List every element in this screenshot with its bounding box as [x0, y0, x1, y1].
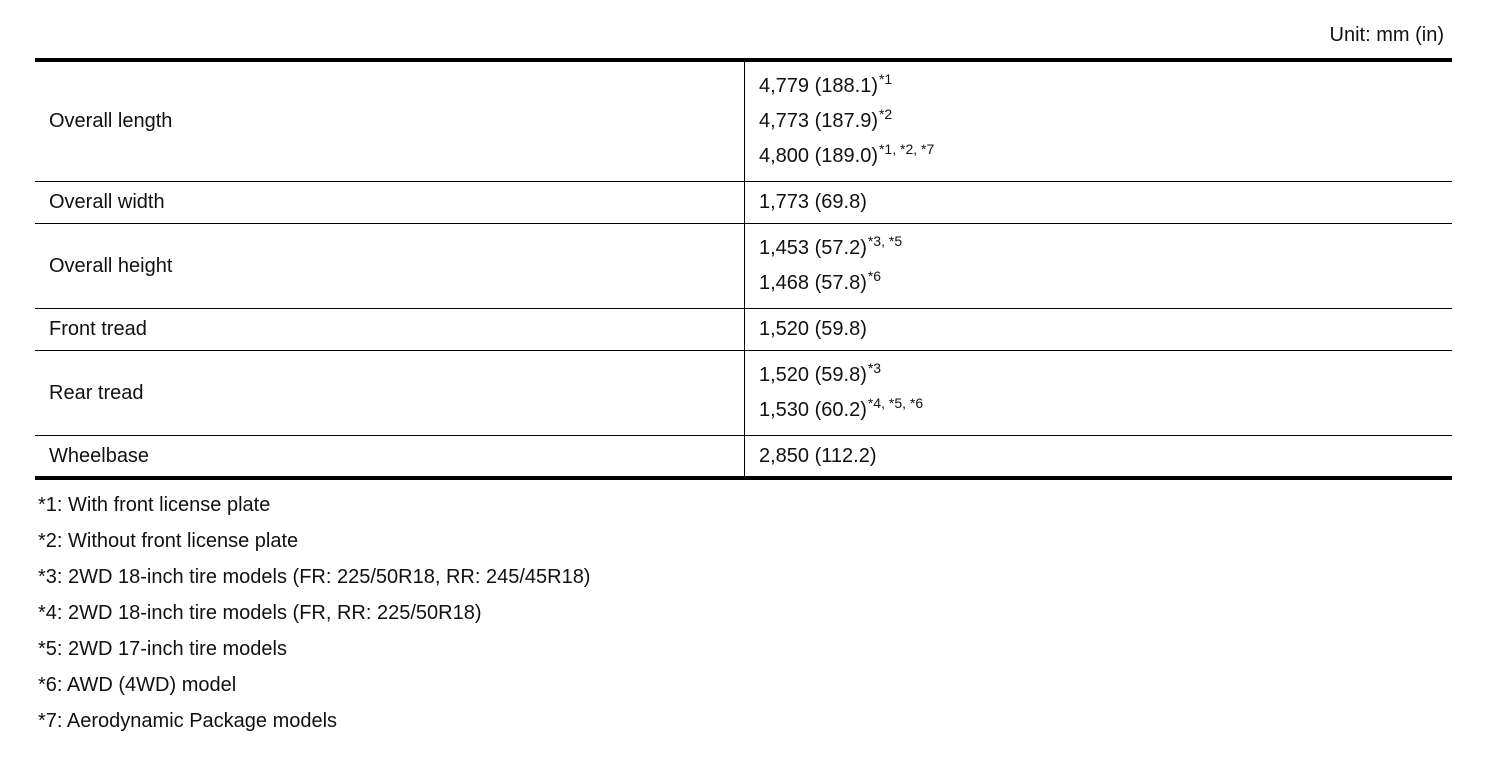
- value-text: 4,779 (188.1): [759, 75, 878, 97]
- value-line: [759, 439, 1438, 474]
- value-line: [759, 231, 1438, 266]
- value-text: 1,520 (59.8): [759, 318, 867, 340]
- row-label: Wheelbase: [35, 436, 745, 479]
- footnote-ref: *3, *5: [867, 233, 903, 249]
- row-label: Overall height: [35, 224, 745, 309]
- footnote: *2: Without front license plate: [38, 530, 299, 552]
- table-row: [35, 309, 1452, 351]
- value-line: [759, 312, 1438, 347]
- footnote-ref: *6: [867, 268, 882, 284]
- table-row: [35, 60, 1452, 182]
- value-text: 1,530 (60.2): [759, 399, 867, 421]
- table-row: [35, 436, 1452, 479]
- footnote: *3: 2WD 18-inch tire models (FR: 225/50R18, RR: 245/45R18): [38, 566, 591, 588]
- row-value: [745, 351, 1453, 436]
- footnote-ref: *4, *5, *6: [867, 395, 924, 411]
- value-text: 4,800 (189.0): [759, 145, 878, 167]
- footnote: *5: 2WD 17-inch tire models: [38, 638, 287, 660]
- value-line: [759, 139, 1438, 174]
- footnote: *4: 2WD 18-inch tire models (FR, RR: 225/50R18): [38, 602, 482, 624]
- footnote-ref: *3: [867, 360, 882, 376]
- row-label: Overall length: [49, 110, 173, 132]
- value-text: 2,850 (112.2): [759, 444, 877, 467]
- footnote-ref: *1: [878, 71, 893, 87]
- footnote-ref: *2: [878, 106, 893, 122]
- row-value: [745, 224, 1453, 309]
- value-line: [759, 266, 1438, 301]
- table-row: [35, 351, 1452, 436]
- table-row: [35, 182, 1452, 224]
- unit-label: Unit: mm (in): [1329, 24, 1444, 46]
- value-text: 1,468 (57.8): [759, 272, 867, 294]
- footnote: *7: Aerodynamic Package models: [38, 710, 338, 732]
- value-line: [759, 69, 1438, 104]
- footnote: *6: AWD (4WD) model: [38, 674, 237, 696]
- value-line: [759, 104, 1438, 139]
- row-value: [745, 309, 1453, 351]
- value-text: 1,520 (59.8): [759, 364, 867, 386]
- row-label: Front tread: [35, 309, 745, 351]
- row-value: [745, 182, 1453, 224]
- value-line: [759, 358, 1438, 393]
- footnote-ref: *1, *2, *7: [878, 141, 935, 157]
- row-label: Rear tread: [35, 351, 745, 436]
- row-value: [745, 436, 1453, 479]
- value-text: 1,773 (69.8): [759, 191, 867, 213]
- footnote: *1: With front license plate: [38, 494, 271, 516]
- footnotes: [38, 487, 590, 739]
- value-text: 4,773 (187.9): [759, 110, 878, 132]
- value-line: [759, 393, 1438, 428]
- value-text: 1,453 (57.2): [759, 237, 867, 259]
- row-label: Overall width: [35, 182, 745, 224]
- row-value: [745, 60, 1453, 182]
- table-row: [35, 224, 1452, 309]
- value-line: [759, 185, 1438, 220]
- dimensions-table: [35, 58, 1452, 480]
